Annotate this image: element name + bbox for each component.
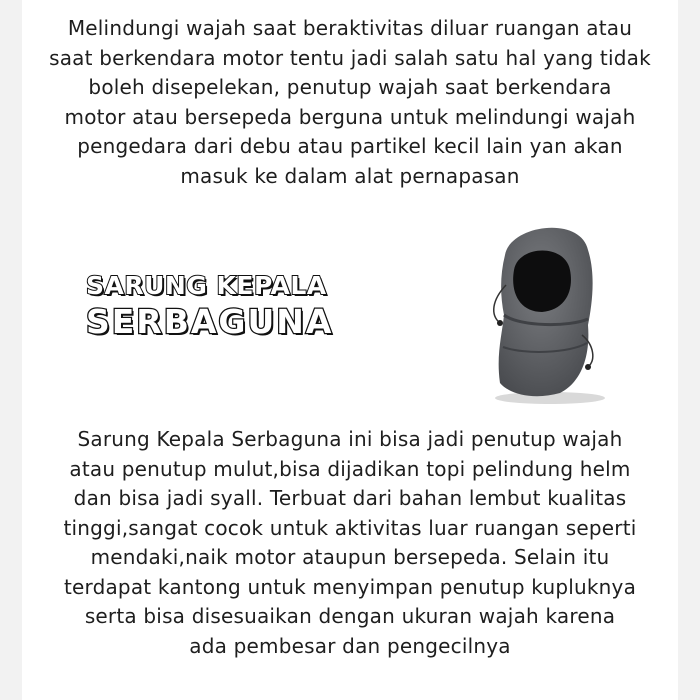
balaclava-icon <box>470 215 620 410</box>
description-line: dan bisa jadi syall. Terbuat dari bahan lembut kualitas <box>73 486 627 510</box>
intro-line: saat berkendara motor tentu jadi salah satu hal yang tidak <box>49 45 651 70</box>
description-line: ada pembesar dan pengecilnya <box>189 633 511 658</box>
balaclava-image <box>470 215 620 410</box>
description-line: terdapat kantong untuk menyimpan penutup kupluknya <box>63 574 637 599</box>
description-line: tinggi,sangat cocok untuk aktivitas luar ruangan seperti <box>63 515 637 540</box>
description-line: serta bisa disesuaikan dengan ukuran wajah karena <box>84 604 616 628</box>
description-line: atau penutup mulut,bisa dijadikan topi pelindung helm <box>69 456 631 481</box>
intro-line: pengedara dari debu atau partikel kecil lain yan akan <box>77 134 623 158</box>
product-logo <box>86 270 333 342</box>
description-paragraph <box>0 425 700 661</box>
logo-line-2: SERBAGUNA <box>86 302 334 341</box>
intro-line: boleh disepelekan, penutup wajah saat berkendara <box>88 75 612 99</box>
logo-line-1: SARUNG KEPALA <box>86 271 327 300</box>
intro-paragraph <box>0 14 700 191</box>
intro-line: Melindungi wajah saat beraktivitas diluar ruangan atau <box>67 16 633 40</box>
intro-line: masuk ke dalam alat pernapasan <box>180 163 520 188</box>
intro-line: motor atau bersepeda berguna untuk melindungi wajah <box>64 104 636 129</box>
description-line: mendaki,naik motor ataupun bersepeda. Selain itu <box>90 545 610 569</box>
description-line: Sarung Kepala Serbaguna ini bisa jadi penutup wajah <box>77 427 623 451</box>
